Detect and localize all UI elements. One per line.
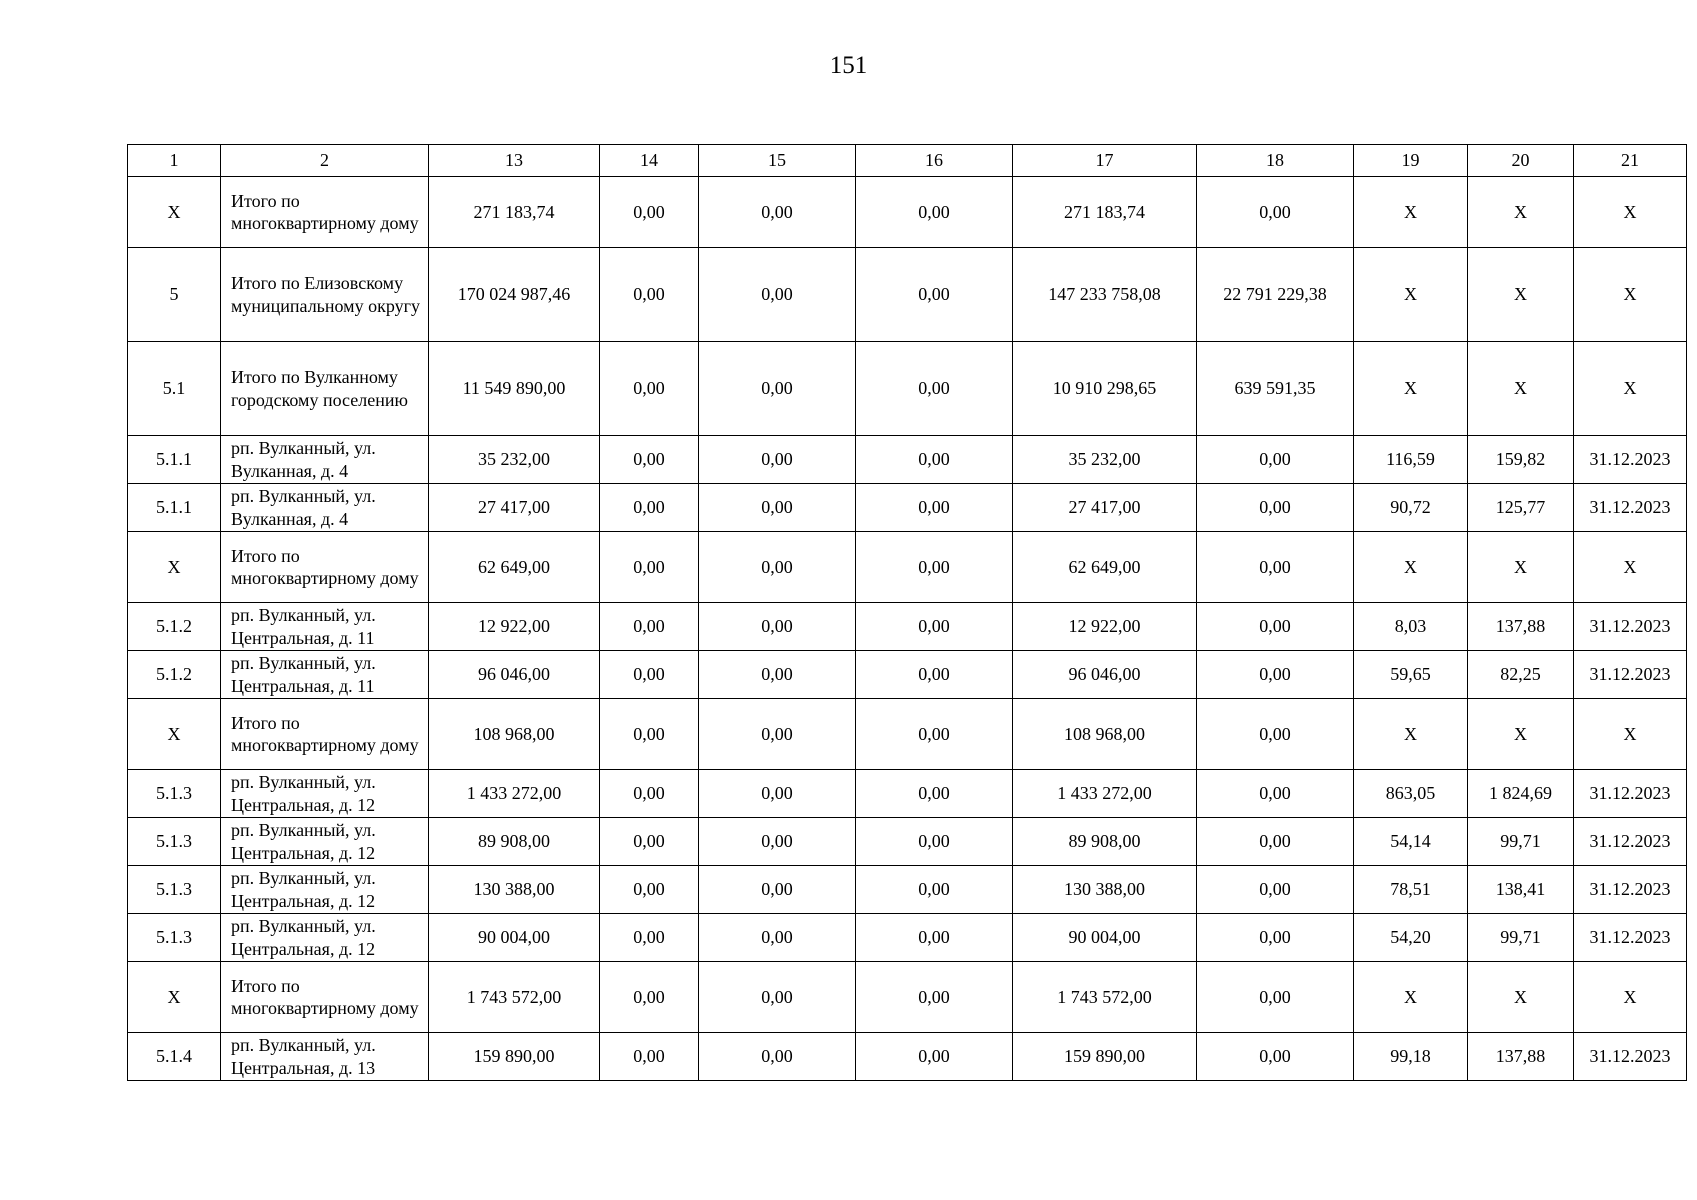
address-cell: Итого по Вулканному городскому поселению — [221, 342, 429, 436]
table-cell: 137,88 — [1468, 1033, 1574, 1081]
table-cell: 31.12.2023 — [1574, 818, 1687, 866]
address-cell: рп. Вулканный, ул. Центральная, д. 12 — [221, 914, 429, 962]
table-header-row — [128, 145, 1687, 177]
address-cell: Итого по многоквартирному дому — [221, 699, 429, 770]
table-row — [128, 962, 1687, 1033]
table-cell: 639 591,35 — [1197, 342, 1354, 436]
table-cell: 99,71 — [1468, 818, 1574, 866]
table-cell: 1 433 272,00 — [429, 770, 600, 818]
table-cell: Х — [1468, 962, 1574, 1033]
table-cell: 1 433 272,00 — [1013, 770, 1197, 818]
table-row — [128, 866, 1687, 914]
table-cell: 0,00 — [600, 532, 699, 603]
address-cell: рп. Вулканный, ул. Центральная, д. 12 — [221, 818, 429, 866]
table-cell: 0,00 — [600, 484, 699, 532]
table-cell: 0,00 — [856, 342, 1013, 436]
table-cell: 0,00 — [699, 651, 856, 699]
table-cell: 0,00 — [856, 532, 1013, 603]
table-cell: Х — [1354, 248, 1468, 342]
table-cell: 54,20 — [1354, 914, 1468, 962]
header-cell: 20 — [1468, 145, 1574, 177]
header-cell: 18 — [1197, 145, 1354, 177]
table-cell: 125,77 — [1468, 484, 1574, 532]
table-cell: Х — [1574, 342, 1687, 436]
table-cell: 0,00 — [856, 248, 1013, 342]
address-cell: рп. Вулканный, ул. Центральная, д. 12 — [221, 866, 429, 914]
table-cell: 31.12.2023 — [1574, 603, 1687, 651]
table-cell: 5.1.1 — [128, 484, 221, 532]
table-cell: 0,00 — [856, 914, 1013, 962]
address-cell: рп. Вулканный, ул. Вулканная, д. 4 — [221, 484, 429, 532]
table-cell: 0,00 — [600, 177, 699, 248]
table-cell: Х — [1468, 342, 1574, 436]
table-cell: 12 922,00 — [429, 603, 600, 651]
table-cell: 0,00 — [1197, 603, 1354, 651]
table-cell: Х — [1574, 532, 1687, 603]
table-cell: 10 910 298,65 — [1013, 342, 1197, 436]
table-cell: Х — [1574, 177, 1687, 248]
header-cell: 1 — [128, 145, 221, 177]
table-cell: 0,00 — [699, 699, 856, 770]
table-cell: 31.12.2023 — [1574, 866, 1687, 914]
table-cell: 0,00 — [856, 177, 1013, 248]
table-cell: 59,65 — [1354, 651, 1468, 699]
table-cell: 0,00 — [856, 603, 1013, 651]
table-cell: 11 549 890,00 — [429, 342, 600, 436]
table-cell: 159,82 — [1468, 436, 1574, 484]
table-cell: Х — [128, 699, 221, 770]
table-cell: 130 388,00 — [429, 866, 600, 914]
address-cell: Итого по многоквартирному дому — [221, 532, 429, 603]
table-cell: 5 — [128, 248, 221, 342]
table-cell: 0,00 — [1197, 651, 1354, 699]
header-cell: 2 — [221, 145, 429, 177]
table-cell: 0,00 — [600, 1033, 699, 1081]
table-cell: 1 743 572,00 — [429, 962, 600, 1033]
table-cell: 0,00 — [699, 436, 856, 484]
table-cell: 89 908,00 — [429, 818, 600, 866]
table-cell: 0,00 — [699, 914, 856, 962]
header-cell: 21 — [1574, 145, 1687, 177]
header-cell: 13 — [429, 145, 600, 177]
table-cell: 108 968,00 — [429, 699, 600, 770]
table-cell: 0,00 — [699, 962, 856, 1033]
table-cell: 1 824,69 — [1468, 770, 1574, 818]
table-cell: Х — [1468, 248, 1574, 342]
data-table — [127, 144, 1687, 1081]
table-cell: 271 183,74 — [1013, 177, 1197, 248]
table-cell: 31.12.2023 — [1574, 1033, 1687, 1081]
table-cell: 108 968,00 — [1013, 699, 1197, 770]
header-cell: 19 — [1354, 145, 1468, 177]
table-cell: 0,00 — [699, 866, 856, 914]
table-cell: 1 743 572,00 — [1013, 962, 1197, 1033]
table-cell: 31.12.2023 — [1574, 914, 1687, 962]
table-cell: 137,88 — [1468, 603, 1574, 651]
table-cell: 0,00 — [1197, 484, 1354, 532]
table-cell: 863,05 — [1354, 770, 1468, 818]
table-cell: 271 183,74 — [429, 177, 600, 248]
table-cell: Х — [128, 962, 221, 1033]
table-cell: 0,00 — [1197, 770, 1354, 818]
address-cell: рп. Вулканный, ул. Центральная, д. 11 — [221, 603, 429, 651]
table-row — [128, 603, 1687, 651]
table-cell: 31.12.2023 — [1574, 651, 1687, 699]
table-cell: 0,00 — [856, 866, 1013, 914]
table-cell: 0,00 — [1197, 532, 1354, 603]
table-row — [128, 484, 1687, 532]
table-cell: Х — [1574, 248, 1687, 342]
table-cell: 0,00 — [856, 484, 1013, 532]
table-cell: 54,14 — [1354, 818, 1468, 866]
address-cell: Итого по Елизовскому муниципальному округу — [221, 248, 429, 342]
table-cell: 0,00 — [600, 651, 699, 699]
table-cell: 0,00 — [1197, 436, 1354, 484]
table-cell: 5.1.3 — [128, 770, 221, 818]
table-row — [128, 699, 1687, 770]
address-cell: рп. Вулканный, ул. Центральная, д. 12 — [221, 770, 429, 818]
table-cell: 0,00 — [1197, 177, 1354, 248]
table-row — [128, 914, 1687, 962]
table-cell: 90 004,00 — [1013, 914, 1197, 962]
table-cell: 0,00 — [600, 818, 699, 866]
table-cell: 90,72 — [1354, 484, 1468, 532]
table-cell: 96 046,00 — [1013, 651, 1197, 699]
table-cell: 0,00 — [699, 177, 856, 248]
table-cell: 5.1.4 — [128, 1033, 221, 1081]
table-cell: 0,00 — [856, 770, 1013, 818]
table-cell: Х — [1354, 532, 1468, 603]
table-cell: 27 417,00 — [429, 484, 600, 532]
table-cell: 0,00 — [600, 914, 699, 962]
table-cell: 0,00 — [856, 962, 1013, 1033]
table-cell: 0,00 — [600, 866, 699, 914]
table-cell: 0,00 — [1197, 914, 1354, 962]
address-cell: рп. Вулканный, ул. Центральная, д. 13 — [221, 1033, 429, 1081]
table-cell: 0,00 — [600, 603, 699, 651]
table-cell: Х — [1468, 699, 1574, 770]
table-cell: Х — [1354, 962, 1468, 1033]
table-cell: 159 890,00 — [429, 1033, 600, 1081]
address-cell: Итого по многоквартирному дому — [221, 962, 429, 1033]
table-cell: Х — [1468, 532, 1574, 603]
table-cell: 78,51 — [1354, 866, 1468, 914]
table-cell: 0,00 — [600, 436, 699, 484]
table-row — [128, 342, 1687, 436]
table-cell: 5.1.3 — [128, 818, 221, 866]
table-cell: 5.1.2 — [128, 603, 221, 651]
table-cell: 0,00 — [699, 770, 856, 818]
table-cell: 31.12.2023 — [1574, 770, 1687, 818]
table-cell: Х — [1468, 177, 1574, 248]
table-cell: Х — [128, 177, 221, 248]
table-cell: 96 046,00 — [429, 651, 600, 699]
table-row — [128, 177, 1687, 248]
table-cell: 99,18 — [1354, 1033, 1468, 1081]
table-cell: 99,71 — [1468, 914, 1574, 962]
table-cell: 62 649,00 — [429, 532, 600, 603]
table-cell: Х — [1354, 342, 1468, 436]
table-cell: 0,00 — [1197, 866, 1354, 914]
table-cell: 0,00 — [1197, 962, 1354, 1033]
table-cell: 5.1 — [128, 342, 221, 436]
table-cell: 0,00 — [699, 248, 856, 342]
table-cell: 0,00 — [699, 532, 856, 603]
table-row — [128, 1033, 1687, 1081]
table-cell: Х — [1354, 699, 1468, 770]
table-cell: 0,00 — [699, 484, 856, 532]
table-cell: 0,00 — [699, 818, 856, 866]
table-cell: 130 388,00 — [1013, 866, 1197, 914]
table-cell: 0,00 — [856, 818, 1013, 866]
address-cell: рп. Вулканный, ул. Центральная, д. 11 — [221, 651, 429, 699]
table-cell: 147 233 758,08 — [1013, 248, 1197, 342]
table-cell: 0,00 — [856, 651, 1013, 699]
table-cell: 35 232,00 — [429, 436, 600, 484]
table-cell: Х — [1574, 962, 1687, 1033]
table-cell: 31.12.2023 — [1574, 484, 1687, 532]
table-cell: 0,00 — [856, 699, 1013, 770]
table-cell: 0,00 — [600, 248, 699, 342]
table-cell: 90 004,00 — [429, 914, 600, 962]
table-cell: 0,00 — [600, 342, 699, 436]
table-cell: 12 922,00 — [1013, 603, 1197, 651]
table-cell: Х — [1574, 699, 1687, 770]
table-row — [128, 248, 1687, 342]
table-cell: 22 791 229,38 — [1197, 248, 1354, 342]
header-cell: 15 — [699, 145, 856, 177]
table-cell: 0,00 — [1197, 699, 1354, 770]
table-cell: 0,00 — [699, 342, 856, 436]
table-cell: 0,00 — [699, 1033, 856, 1081]
table-cell: 0,00 — [856, 1033, 1013, 1081]
table-cell: 89 908,00 — [1013, 818, 1197, 866]
address-cell: рп. Вулканный, ул. Вулканная, д. 4 — [221, 436, 429, 484]
table-cell: 0,00 — [856, 436, 1013, 484]
table-cell: 27 417,00 — [1013, 484, 1197, 532]
table-cell: 5.1.3 — [128, 866, 221, 914]
table-cell: 0,00 — [600, 962, 699, 1033]
table-cell: 8,03 — [1354, 603, 1468, 651]
table-cell: 35 232,00 — [1013, 436, 1197, 484]
table-body — [128, 145, 1687, 1081]
table-cell: 116,59 — [1354, 436, 1468, 484]
table-cell: 138,41 — [1468, 866, 1574, 914]
table-cell: 0,00 — [1197, 818, 1354, 866]
table-cell: 31.12.2023 — [1574, 436, 1687, 484]
table-cell: 62 649,00 — [1013, 532, 1197, 603]
header-cell: 16 — [856, 145, 1013, 177]
table-cell: 159 890,00 — [1013, 1033, 1197, 1081]
table-cell: 0,00 — [1197, 1033, 1354, 1081]
table-cell: 0,00 — [600, 770, 699, 818]
table-cell: 5.1.3 — [128, 914, 221, 962]
table-row — [128, 770, 1687, 818]
table-row — [128, 532, 1687, 603]
table-cell: 5.1.2 — [128, 651, 221, 699]
page-number: 151 — [829, 52, 868, 79]
table-cell: 170 024 987,46 — [429, 248, 600, 342]
table-row — [128, 436, 1687, 484]
header-cell: 17 — [1013, 145, 1197, 177]
table-cell: 5.1.1 — [128, 436, 221, 484]
table-cell: 0,00 — [699, 603, 856, 651]
table-row — [128, 818, 1687, 866]
table-cell: 0,00 — [600, 699, 699, 770]
table-cell: Х — [1354, 177, 1468, 248]
table-row — [128, 651, 1687, 699]
table-cell: Х — [128, 532, 221, 603]
address-cell: Итого по многоквартирному дому — [221, 177, 429, 248]
table-cell: 82,25 — [1468, 651, 1574, 699]
header-cell: 14 — [600, 145, 699, 177]
